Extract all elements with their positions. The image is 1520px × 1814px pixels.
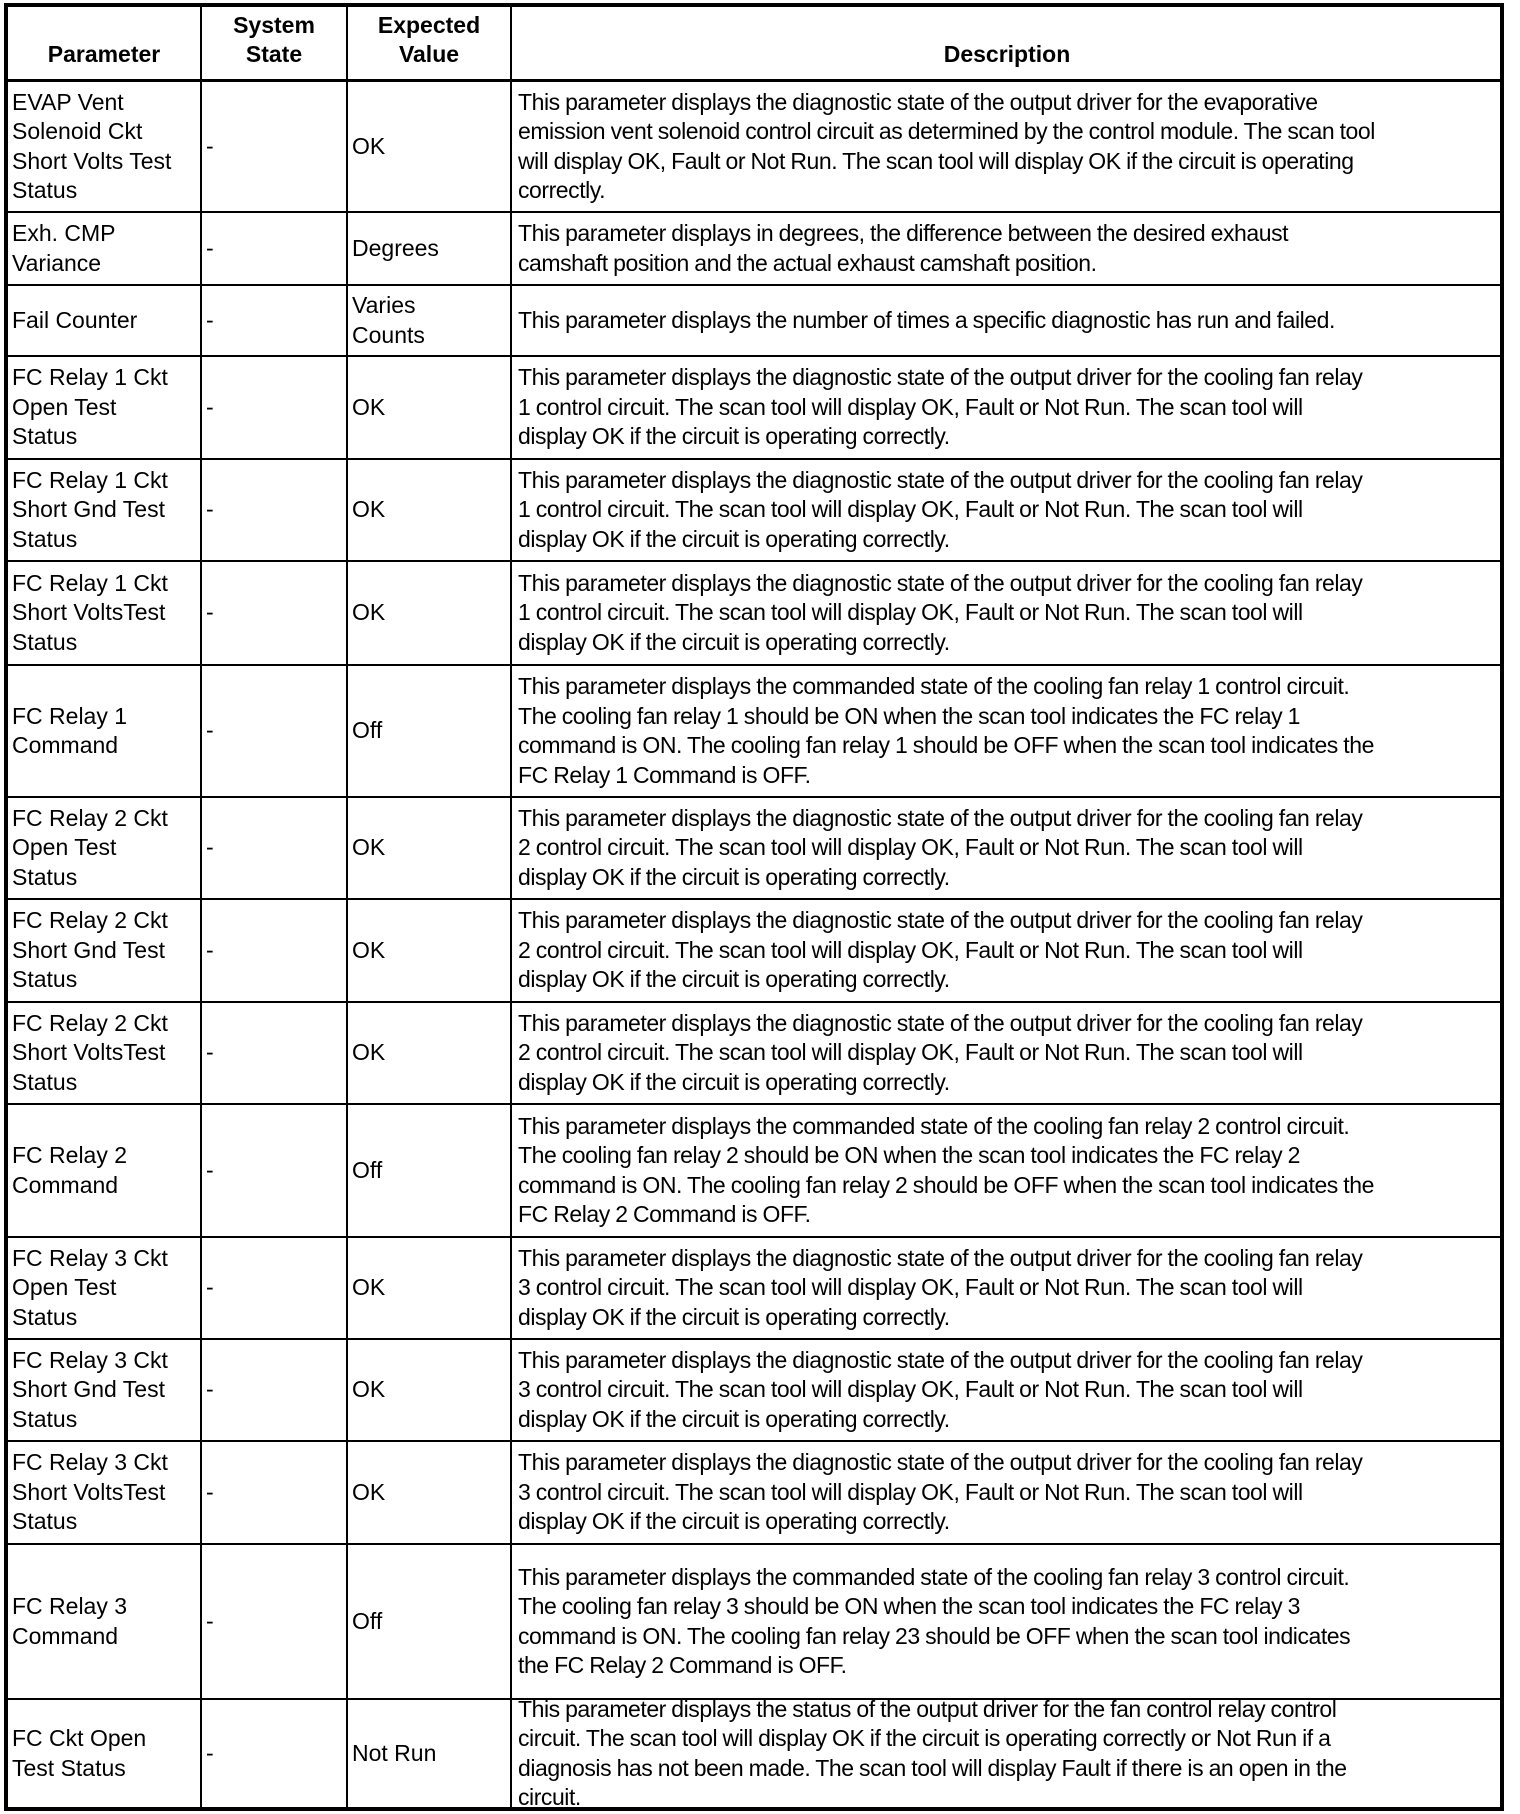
text-line: This parameter displays the diagnostic state of the output driver for the cooling fan relay: [518, 804, 1363, 831]
system-state-value: -: [206, 1376, 214, 1403]
description-cell: [512, 1545, 1500, 1698]
text-line: Short VoltsTest: [12, 1039, 166, 1066]
text-line: FC Relay 2 Ckt: [12, 1009, 168, 1036]
text-line: FC Relay 3 Ckt: [12, 1346, 168, 1373]
text-line: Exh. CMP: [12, 220, 116, 246]
text-line: Off: [352, 1156, 383, 1183]
text-line: Status: [12, 863, 78, 890]
table-row: [8, 460, 1500, 562]
text-line: Status: [12, 1303, 78, 1330]
text-line: This parameter displays the diagnostic state of the output driver for the cooling fan relay: [518, 1346, 1363, 1373]
system-state-cell: [202, 798, 348, 898]
text-line: Status: [12, 525, 78, 552]
text-line: camshaft position and the actual exhaust camshaft position.: [518, 249, 1097, 276]
system-state-value: -: [206, 496, 214, 523]
text-line: 1 control circuit. The scan tool will display OK, Fault or Not Run. The scan tool will: [518, 393, 1303, 420]
system-state-cell: [202, 82, 348, 211]
text-line: This parameter displays the commanded state of the cooling fan relay 3 control circuit.: [518, 1563, 1350, 1590]
table-row: [8, 798, 1500, 900]
text-line: display OK if the circuit is operating correctly.: [518, 628, 950, 655]
text-line: The cooling fan relay 2 should be ON when the scan tool indicates the FC relay 2: [518, 1142, 1300, 1168]
table-row: [8, 1105, 1500, 1238]
text-line: Status: [12, 628, 78, 655]
text-line: OK: [352, 1376, 386, 1403]
parameter-cell: [8, 82, 202, 211]
description-cell: [512, 562, 1500, 664]
parameter-cell: [8, 1238, 202, 1338]
parameter-cell: [8, 460, 202, 560]
text-line: Value: [398, 41, 460, 67]
header-description: [512, 7, 1500, 79]
table-row: [8, 1340, 1500, 1442]
system-state-cell: [202, 1340, 348, 1440]
table-row: [8, 1695, 1500, 1810]
description-cell: [512, 1105, 1500, 1236]
text-line: Variance: [12, 249, 102, 276]
description-cell: [512, 1442, 1500, 1543]
system-state-value: -: [206, 306, 214, 333]
text-line: This parameter displays the commanded state of the cooling fan relay 2 control circuit.: [518, 1112, 1350, 1139]
text-line: display OK if the circuit is operating correctly.: [518, 1068, 950, 1095]
text-line: Status: [12, 1405, 78, 1432]
text-line: Short Volts Test: [12, 147, 172, 174]
text-line: OK: [352, 496, 386, 523]
text-line: Open Test: [12, 1274, 117, 1301]
text-line: display OK if the circuit is operating correctly.: [518, 966, 950, 993]
text-line: Off: [352, 1607, 383, 1634]
text-line: command is ON. The cooling fan relay 2 should be OFF when the scan tool indicates the: [518, 1171, 1374, 1198]
text-line: display OK if the circuit is operating correctly.: [518, 1508, 950, 1535]
parameter-cell: [8, 357, 202, 458]
parameter-cell: [8, 1105, 202, 1236]
text-line: 2 control circuit. The scan tool will display OK, Fault or Not Run. The scan tool will: [518, 936, 1303, 963]
text-line: Short Gnd Test: [12, 936, 165, 963]
expected-value-cell: [348, 1105, 512, 1236]
text-line: Open Test: [12, 834, 117, 861]
table-row: [8, 213, 1500, 286]
table-row: [8, 900, 1500, 1003]
parameter-cell: [8, 1340, 202, 1440]
description-cell: [512, 900, 1500, 1001]
text-line: Degrees: [352, 234, 439, 261]
expected-value-cell: [348, 460, 512, 560]
text-line: This parameter displays the diagnostic state of the output driver for the cooling fan relay: [518, 1009, 1363, 1036]
expected-value-cell: [348, 213, 512, 284]
text-line: 1 control circuit. The scan tool will display OK, Fault or Not Run. The scan tool will: [518, 496, 1303, 523]
text-line: This parameter displays the diagnostic state of the output driver for the cooling fan relay: [518, 1244, 1363, 1271]
system-state-cell: [202, 213, 348, 284]
text-line: Fail Counter: [12, 306, 138, 333]
expected-value-cell: [348, 900, 512, 1001]
text-line: 2 control circuit. The scan tool will display OK, Fault or Not Run. The scan tool will: [518, 834, 1303, 861]
text-line: Open Test: [12, 393, 117, 420]
parameter-cell: [8, 900, 202, 1001]
text-line: This parameter displays the diagnostic state of the output driver for the cooling fan relay: [518, 466, 1363, 493]
expected-value-cell: [348, 562, 512, 664]
text-line: Expected: [377, 12, 481, 38]
text-line: Command: [12, 1171, 119, 1198]
text-line: FC Relay 3 Ckt: [12, 1449, 168, 1476]
expected-value-cell: [348, 357, 512, 458]
text-line: correctly.: [518, 177, 606, 203]
text-line: This parameter displays the commanded state of the cooling fan relay 1 control circuit.: [518, 673, 1350, 699]
header-system-state: [202, 7, 348, 79]
text-line: display OK if the circuit is operating correctly.: [518, 863, 950, 890]
text-line: Status: [12, 177, 78, 203]
expected-value-cell: [348, 286, 512, 355]
text-line: OK: [352, 1274, 386, 1301]
system-state-cell: [202, 286, 348, 355]
system-state-value: -: [206, 132, 214, 159]
text-line: FC Relay 1 Command is OFF.: [518, 761, 811, 788]
parameter-cell: [8, 286, 202, 355]
text-line: Solenoid Ckt: [12, 118, 143, 144]
expected-value-cell: [348, 1003, 512, 1103]
text-line: Short Gnd Test: [12, 1376, 165, 1403]
description-cell: [512, 1003, 1500, 1103]
table-body: [8, 82, 1500, 1810]
description-cell: [512, 213, 1500, 284]
system-state-value: -: [206, 1156, 214, 1183]
text-line: FC Relay 2 Command is OFF.: [518, 1201, 811, 1227]
text-line: diagnosis has not been made. The scan tool will display Fault if there is an open in the: [518, 1754, 1347, 1781]
text-line: 3 control circuit. The scan tool will display OK, Fault or Not Run. The scan tool will: [518, 1274, 1303, 1301]
description-cell: [512, 82, 1500, 211]
text-line: Description: [943, 41, 1071, 67]
parameter-cell: [8, 1003, 202, 1103]
system-state-cell: [202, 1442, 348, 1543]
text-line: This parameter displays the status of the output driver for the fan control relay control: [518, 1695, 1337, 1722]
system-state-value: -: [206, 1274, 214, 1301]
system-state-value: -: [206, 1039, 214, 1066]
text-line: State: [245, 41, 303, 67]
text-line: Short VoltsTest: [12, 1478, 166, 1505]
expected-value-cell: [348, 1545, 512, 1698]
system-state-cell: [202, 1238, 348, 1338]
system-state-value: -: [206, 936, 214, 963]
table-row: [8, 286, 1500, 357]
table-row: [8, 666, 1500, 798]
text-line: circuit.: [518, 1784, 581, 1810]
text-line: This parameter displays the diagnostic state of the output driver for the cooling fan relay: [518, 569, 1363, 596]
description-cell: [512, 1238, 1500, 1338]
description-cell: [512, 286, 1500, 355]
text-line: OK: [352, 132, 386, 159]
header-parameter: [8, 7, 202, 79]
parameter-cell: [8, 1442, 202, 1543]
text-line: This parameter displays the diagnostic state of the output driver for the cooling fan relay: [518, 1449, 1363, 1476]
parameter-cell: [8, 798, 202, 898]
text-line: Off: [352, 717, 383, 744]
text-line: FC Relay 1: [12, 702, 128, 729]
text-line: The cooling fan relay 3 should be ON when the scan tool indicates the FC relay 3: [518, 1593, 1300, 1619]
table-row: [8, 1545, 1500, 1700]
table-row: [8, 1442, 1500, 1545]
text-line: OK: [352, 834, 386, 861]
system-state-value: -: [206, 717, 214, 744]
text-line: This parameter displays the diagnostic state of the output driver for the cooling fan relay: [518, 907, 1363, 934]
text-line: Status: [12, 1068, 78, 1095]
system-state-cell: [202, 1545, 348, 1698]
text-line: The cooling fan relay 1 should be ON when the scan tool indicates the FC relay 1: [518, 702, 1300, 729]
text-line: This parameter displays in degrees, the difference between the desired exhaust: [518, 220, 1289, 246]
system-state-value: -: [206, 1607, 214, 1634]
table-row: [8, 357, 1500, 460]
description-cell: [512, 357, 1500, 458]
system-state-value: -: [206, 834, 214, 861]
text-line: the FC Relay 2 Command is OFF.: [518, 1652, 847, 1678]
text-line: command is ON. The cooling fan relay 23 should be OFF when the scan tool indicates: [518, 1622, 1351, 1649]
parameter-cell: [8, 666, 202, 796]
text-line: FC Relay 2 Ckt: [12, 804, 168, 831]
table-header-row: [8, 7, 1500, 82]
text-line: EVAP Vent: [12, 88, 124, 115]
table-row: [8, 562, 1500, 666]
table-row: [8, 1003, 1500, 1105]
text-line: Status: [12, 1508, 78, 1535]
system-state-cell: [202, 460, 348, 560]
text-line: Status: [12, 966, 78, 993]
parameter-table: [4, 3, 1504, 1811]
system-state-cell: [202, 1700, 348, 1807]
description-cell: [512, 798, 1500, 898]
system-state-cell: [202, 666, 348, 796]
table-row: [8, 82, 1500, 213]
expected-value-cell: [348, 1700, 512, 1807]
expected-value-cell: [348, 82, 512, 211]
text-line: Varies: [352, 292, 416, 318]
header-expected-value: [348, 7, 512, 79]
system-state-value: -: [206, 599, 214, 626]
expected-value-cell: [348, 1442, 512, 1543]
system-state-value: -: [206, 393, 214, 420]
parameter-cell: [8, 562, 202, 664]
text-line: System: [233, 12, 315, 38]
text-line: FC Relay 2 Ckt: [12, 907, 168, 934]
text-line: Command: [12, 1622, 119, 1649]
text-line: FC Relay 1 Ckt: [12, 364, 168, 391]
system-state-cell: [202, 357, 348, 458]
text-line: Short VoltsTest: [12, 599, 166, 626]
system-state-cell: [202, 562, 348, 664]
text-line: will display OK, Fault or Not Run. The scan tool will display OK if the circuit is operating: [518, 147, 1354, 174]
text-line: FC Ckt Open: [12, 1725, 147, 1751]
expected-value-cell: [348, 798, 512, 898]
text-line: FC Relay 3: [12, 1593, 128, 1619]
expected-value-cell: [348, 666, 512, 796]
text-line: OK: [352, 1039, 386, 1066]
text-line: 3 control circuit. The scan tool will display OK, Fault or Not Run. The scan tool will: [518, 1478, 1303, 1505]
text-line: Short Gnd Test: [12, 496, 165, 523]
text-line: display OK if the circuit is operating correctly.: [518, 1303, 950, 1330]
description-cell: [512, 666, 1500, 796]
text-line: OK: [352, 936, 386, 963]
text-line: display OK if the circuit is operating correctly.: [518, 1405, 950, 1432]
text-line: OK: [352, 1478, 386, 1505]
text-line: FC Relay 1 Ckt: [12, 466, 168, 493]
text-line: circuit. The scan tool will display OK if the circuit is operating correctly or Not Run if a: [518, 1725, 1331, 1751]
system-state-value: -: [206, 234, 214, 261]
text-line: This parameter displays the diagnostic state of the output driver for the evaporative: [518, 88, 1318, 115]
text-line: Parameter: [47, 41, 161, 67]
text-line: 2 control circuit. The scan tool will display OK, Fault or Not Run. The scan tool will: [518, 1039, 1303, 1066]
expected-value-cell: [348, 1340, 512, 1440]
text-line: emission vent solenoid control circuit as determined by the control module. The scan tool: [518, 118, 1375, 144]
system-state-cell: [202, 1003, 348, 1103]
description-cell: [512, 1340, 1500, 1440]
text-line: OK: [352, 393, 386, 420]
system-state-value: -: [206, 1739, 214, 1766]
parameter-cell: [8, 213, 202, 284]
text-line: FC Relay 1 Ckt: [12, 569, 168, 596]
text-line: FC Relay 3 Ckt: [12, 1244, 168, 1271]
text-line: OK: [352, 599, 386, 626]
text-line: Test Status: [12, 1754, 126, 1781]
text-line: Counts: [352, 321, 425, 348]
text-line: This parameter displays the number of times a specific diagnostic has run and failed.: [518, 306, 1335, 333]
text-line: Command: [12, 732, 119, 758]
description-cell: [512, 1695, 1500, 1810]
text-line: display OK if the circuit is operating correctly.: [518, 525, 950, 552]
text-line: 1 control circuit. The scan tool will display OK, Fault or Not Run. The scan tool will: [518, 599, 1303, 626]
text-line: This parameter displays the diagnostic state of the output driver for the cooling fan relay: [518, 364, 1363, 391]
description-cell: [512, 460, 1500, 560]
text-line: Status: [12, 423, 78, 450]
text-line: Not Run: [352, 1739, 437, 1766]
table-row: [8, 1238, 1500, 1340]
text-line: display OK if the circuit is operating correctly.: [518, 423, 950, 450]
text-line: command is ON. The cooling fan relay 1 should be OFF when the scan tool indicates the: [518, 732, 1374, 758]
parameter-cell: [8, 1545, 202, 1698]
expected-value-cell: [348, 1238, 512, 1338]
parameter-cell: [8, 1700, 202, 1807]
text-line: FC Relay 2: [12, 1142, 128, 1168]
system-state-value: -: [206, 1478, 214, 1505]
text-line: 3 control circuit. The scan tool will display OK, Fault or Not Run. The scan tool will: [518, 1376, 1303, 1403]
system-state-cell: [202, 900, 348, 1001]
system-state-cell: [202, 1105, 348, 1236]
